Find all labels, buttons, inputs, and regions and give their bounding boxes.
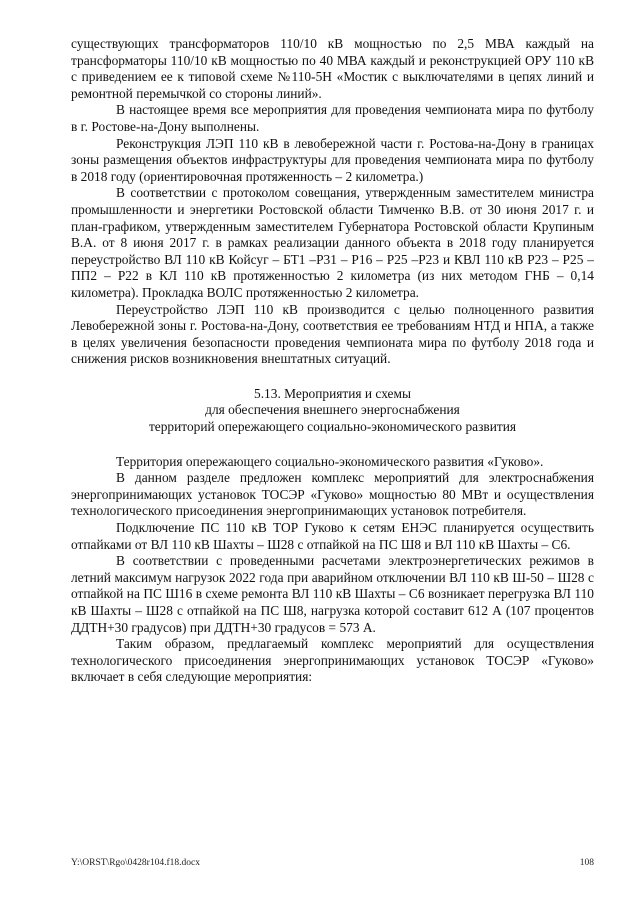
paragraph: В данном разделе предложен комплекс мероприятий для электроснабжения энергопринимающих установок ТОСЭР «Гуково» мощностью 80 МВт и осуществления технологического присоединения энергопринимающих установок потребителя. — [71, 470, 594, 519]
paragraph: Подключение ПС 110 кВ ТОР Гуково к сетям ЕНЭС планируется осуществить отпайками от ВЛ 110 кВ Шахты – Ш28 с отпайкой на ПС Ш8 и ВЛ 110 кВ Шахты – С6. — [71, 520, 594, 552]
section-heading-line: территорий опережающего социально-экономического развития — [148, 419, 517, 435]
section-heading-line: для обеспечения внешнего энергоснабжения — [205, 402, 460, 418]
paragraph: В соответствии с проведенными расчетами электроэнергетических режимов в летний максимум нагрузок 2022 года при аварийном отключении ВЛ 110 кВ Ш-50 – Ш28 с отпайкой на ПС Ш16 в схеме ремонта ВЛ 110 кВ Шахты – С6 возникает перегрузка ВЛ 110 кВ Шахты – Ш28 с отпайкой на ПС Ш8, нагрузка которой составит 612 А (107 процентов ДДТН+30 градусов) при ДДТН+30 градусов = 573 А. — [71, 553, 594, 635]
section-heading — [71, 386, 594, 436]
paragraph: Таким образом, предлагаемый комплекс мероприятий для осуществления технологического присоединения энергопринимающих установок ТОСЭР «Гуково» включает в себя следующие мероприятия: — [71, 636, 594, 685]
section-heading-line: 5.13. Мероприятия и схемы — [254, 385, 411, 401]
paragraph: Переустройство ЛЭП 110 кВ производится с целью полноценного развития Левобережной зоны г. Ростова-на-Дону, соответствия ее требованиям НТД и НПА, а также в целях увеличения безопасности проведения чемпионата мира по футболу 2018 года и снижения рисков возникновения внештатных ситуаций. — [71, 301, 594, 367]
paragraph: Территория опережающего социально-экономического развития «Гуково». — [116, 453, 544, 469]
paragraph-continued: существующих трансформаторов 110/10 кВ мощностью по 2,5 МВА каждый на трансформаторы 110/10 кВ мощностью по 40 МВА каждый и реконструкцией ОРУ 110 кВ с приведением ее к типовой схеме №110-5Н «Мостик с выключателями в цепях линий и ремонтной перемычкой со стороны линий». — [71, 36, 594, 101]
document-body — [71, 36, 594, 686]
paragraph: Реконструкция ЛЭП 110 кВ в левобережной части г. Ростова-на-Дону в границах зоны размещения объектов инфраструктуры для проведения чемпионата мира по футболу в 2018 году (ориентировочная протяженность – 2 километра.) — [71, 135, 594, 184]
paragraph: В настоящее время все мероприятия для проведения чемпионата мира по футболу в г. Ростове-на-Дону выполнены. — [71, 102, 594, 134]
spacer — [71, 436, 594, 454]
footer-file-path: Y:\ORST\Rgo\0428r104.f18.docx — [71, 858, 200, 868]
paragraph: В соответствии с протоколом совещания, утвержденным заместителем министра промышленности и энергетики Ростовской области Тимченко В.В. от 30 июня 2017 г. и план-графиком, утвержденным заместителем Губернатора Ростовской области Крупиным В.А. от 8 июня 2017 г. в рамках реализации данного объекта в 2018 году планируется переустройство ВЛ 110 кВ Койсуг – БТ1 –Р31 – Р16 – Р25 –Р23 и КВЛ 110 кВ Р23 – Р25 – ПП2 – Р22 в КЛ 110 кВ протяженностью 2 километра (из них методом ГНБ – 0,14 километра). Прокладка ВОЛС протяженностью 2 километра. — [71, 185, 594, 300]
page-number: 108 — [579, 858, 594, 868]
